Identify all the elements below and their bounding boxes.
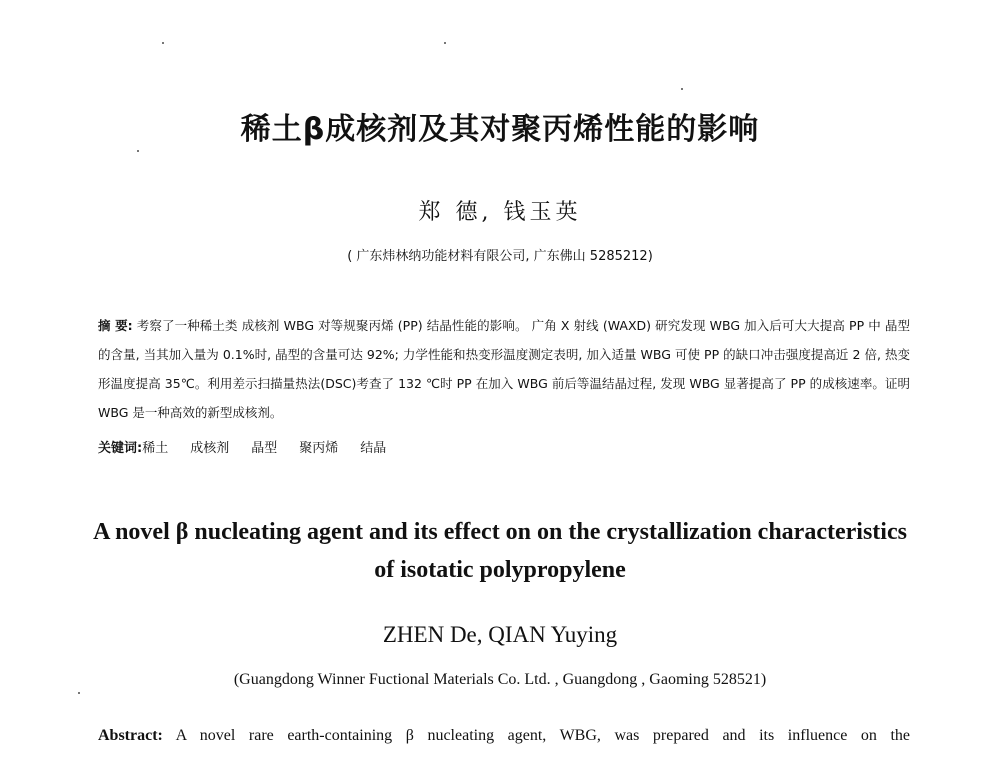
scan-speck [162,42,164,44]
keyword: 聚丙烯 [299,441,339,456]
chinese-abstract-text: 考察了一种稀土类 成核剂 WBG 对等规聚丙烯 (PP) 结晶性能的影响。 广角 X 射线 (WAXD) 研究发现 WBG 加入后可大大提高 PP 中 晶型的含量, 当其加入量为 0.1%时, 晶型的含量可达 92%; 力学性能和热变形温度测定表明, 加入适量 WBG 可使 PP 的缺口冲击强度提高近 2 倍, 热变形温度提高 35℃。利用差示扫描量热法(DSC)考查了 132 ℃时 PP 在加入 WBG 前后等温结晶过程, 发现 WBG 显著提高了 PP 的成核速率。证明 WBG 是一种高效的新型成核剂。 [98,318,910,420]
english-affiliation: (Guangdong Winner Fuctional Materials Co. Ltd. , Guangdong , Gaoming 528521) [233,671,767,688]
chinese-abstract [98,311,910,427]
chinese-keywords [98,437,910,456]
english-abstract-text: A novel rare earth-containing β nucleating agent, WBG, was prepared and its influence on the [175,727,910,744]
english-title-line: of isotatic polypropylene [374,557,626,583]
chinese-keywords-label: 关键词: [98,441,143,456]
chinese-abstract-label: 摘 要: [98,318,133,333]
scan-speck [681,88,683,90]
scan-speck [78,692,80,694]
scan-speck [137,150,139,152]
english-abstract-label: Abstract: [98,727,163,744]
keyword: 稀土 [142,441,169,456]
scan-speck [444,42,446,44]
english-authors: ZHEN De, QIAN Yuying [382,622,618,647]
chinese-affiliation: ( 广东炜林纳功能材料有限公司, 广东佛山 5285212) [347,249,653,264]
english-title [60,513,940,589]
keyword: 成核剂 [190,441,230,456]
chinese-authors: 郑 德, 钱玉英 [418,200,582,225]
english-abstract [98,727,910,745]
keyword: 结晶 [360,441,387,456]
english-title-line: A novel β nucleating agent and its effect on on the crystallization characteristics [93,519,907,545]
keyword: 晶型 [251,441,278,456]
chinese-title: 稀土β成核剂及其对聚丙烯性能的影响 [240,112,760,147]
